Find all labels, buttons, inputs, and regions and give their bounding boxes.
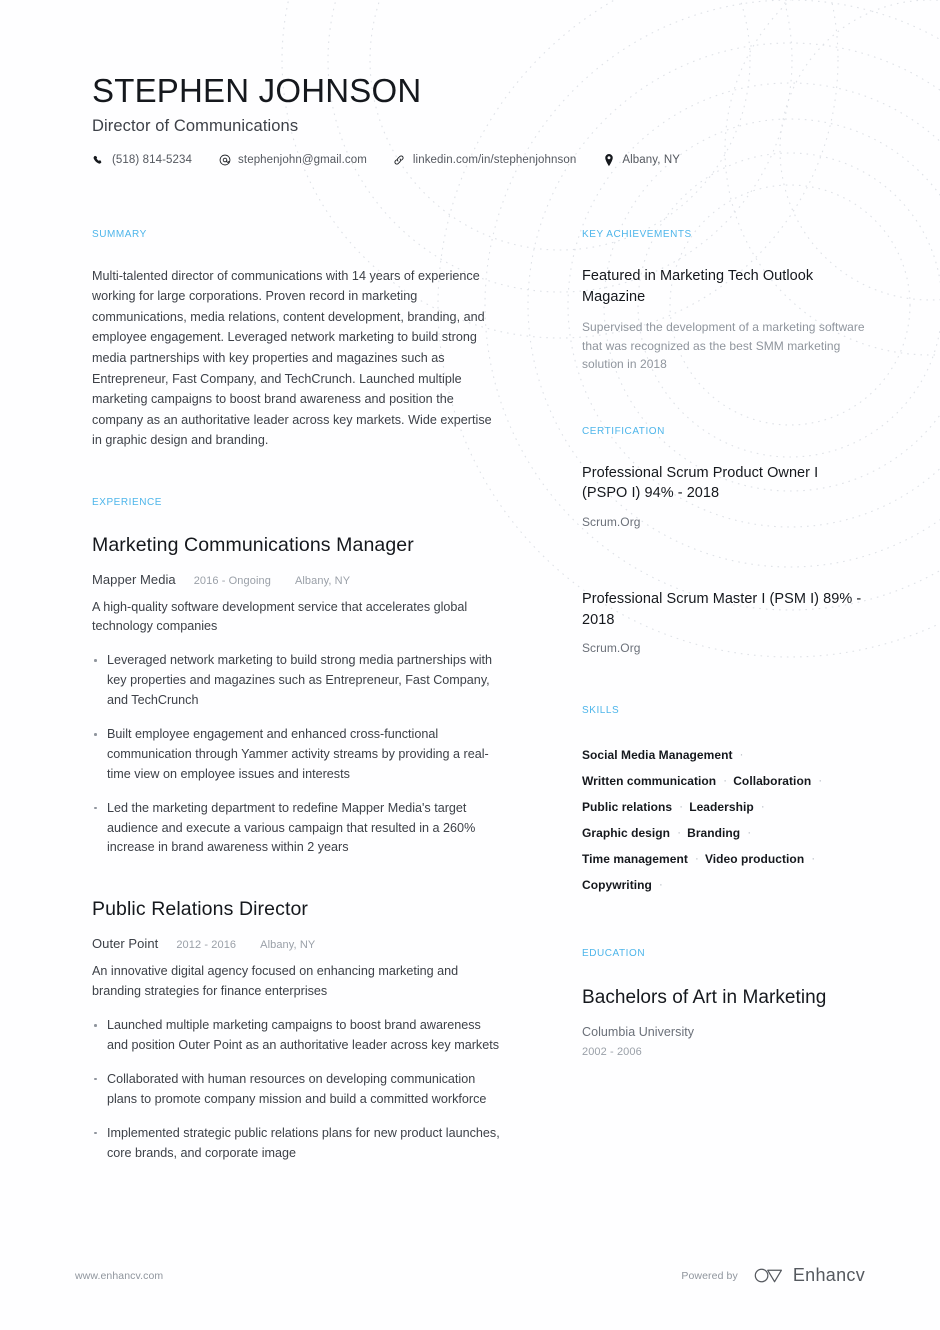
skill-item [705,846,815,872]
contact-email-text: stephenjohn@gmail.com [238,154,367,167]
enhancv-logo-icon [754,1266,784,1285]
job-bullet: Led the marketing department to redefine Mapper Media's target audience and execute a various campaign that resulted in a 260% increase in brand awareness within 2 years [92,799,504,859]
job-meta [92,936,504,951]
skills-list [582,742,865,898]
job-dates: 2016 - Ongoing [193,574,271,587]
skill-label: Time management [582,852,688,867]
contact-linkedin-text: linkedin.com/in/stephenjohnson [412,154,577,167]
skill-separator: · [760,799,765,814]
job-bullet-list [92,651,504,858]
contact-row [92,154,865,167]
section-education [582,948,865,1058]
job-role: Marketing Communications Manager [92,533,414,556]
section-title-summary: SUMMARY [92,228,147,240]
skill-label: Collaboration [733,774,812,789]
section-title-experience: EXPERIENCE [92,496,162,508]
certification-heading: Professional Scrum Product Owner I (PSPO I) 94% - 2018 [582,464,819,502]
left-column [92,229,504,1164]
location-icon [602,154,615,167]
contact-phone[interactable] [92,154,192,167]
job-location: Albany, NY [260,939,316,952]
skill-separator: · [723,773,728,788]
skill-item [689,794,765,820]
enhancv-brand-name: Enhancv [792,1265,865,1285]
skill-label: Leadership [689,800,754,815]
phone-icon [92,154,105,167]
page-footer [75,1265,865,1286]
skill-label: Written communication [582,774,717,789]
skill-item [582,846,699,872]
achievement-description: Supervised the development of a marketing software that was recognized as the best SMM marketing solution in 2018 [582,320,865,372]
achievement-heading: Featured in Marketing Tech Outlook Magazine [582,267,814,305]
skill-separator: · [739,747,744,762]
experience-item [92,898,504,1163]
header-job-title: Director of Communications [92,116,299,135]
skill-label: Social Media Management [582,748,733,763]
job-role: Public Relations Director [92,898,309,921]
skill-item [687,820,751,846]
skill-separator: · [811,851,816,866]
contact-email[interactable] [218,154,367,167]
skill-item [733,768,822,794]
resume-header [92,72,865,167]
contact-location [602,154,680,167]
contact-phone-text: (518) 814-5234 [112,154,193,167]
job-company: Outer Point [92,936,159,952]
education-item [582,985,865,1058]
summary-text: Multi-talented director of communications with 14 years of experience working for large corporations. Proven record in marketing communications, media relations, content development, branding, and employee engagement. Leveraged network marketing to build strong media partnerships with key properties and magazines such as Entrepreneur, Fast Company, and TechCrunch. Launched multiple marketing campaigns to boost brand awareness and position the company as an authoritative leader across key markets. Wide expertise in graphic design and branding. [92,268,492,448]
section-summary [92,229,504,451]
job-bullet-list [92,1016,504,1163]
achievement-item [582,266,865,374]
job-dates: 2012 - 2016 [176,939,237,952]
section-key-achievements [582,229,865,374]
skill-separator: · [818,773,823,788]
skill-separator: · [658,877,663,892]
certification-organization: Scrum.Org [582,641,641,656]
certification-item [582,589,865,655]
section-certification [582,426,865,655]
link-icon [393,154,406,167]
skill-separator: · [679,799,684,814]
skill-item [582,768,727,794]
job-bullet: Collaborated with human resources on developing communication plans to promote company mission and build a committed workforce [92,1070,504,1110]
section-experience [92,497,504,1164]
section-skills [582,705,865,898]
skill-label: Branding [687,826,741,841]
skill-label: Video production [704,852,805,867]
job-bullet: Launched multiple marketing campaigns to boost brand awareness and position Outer Point as an authoritative leader across key markets [92,1016,504,1056]
section-title-skills: SKILLS [582,705,620,717]
skill-label: Graphic design [582,826,671,841]
skill-label: Public relations [582,800,673,815]
resume-body [92,229,865,1164]
page-title: STEPHEN JOHNSON [92,72,422,109]
skill-separator: · [677,825,682,840]
email-icon [218,154,231,167]
experience-item [92,534,504,859]
job-description: An innovative digital agency focused on enhancing marketing and branding strategies for finance enterprises [92,964,459,999]
education-school: Columbia University [582,1024,695,1039]
powered-by-label: Powered by [681,1269,738,1282]
skill-item [582,820,681,846]
section-title-certification: CERTIFICATION [582,425,665,437]
skill-item [582,872,663,898]
job-location: Albany, NY [294,574,351,587]
job-meta [92,572,504,587]
job-bullet: Leveraged network marketing to build strong media partnerships with key properties and magazines such as Entrepreneur, Fast Company, and TechCrunch [92,651,504,711]
certification-heading: Professional Scrum Master I (PSM I) 89% - 2018 [582,591,862,628]
job-bullet: Built employee engagement and enhanced cross-functional communication through Yammer activity streams by providing a real-time view on employee issues and interests [92,725,504,785]
certification-organization: Scrum.Org [582,515,641,530]
skill-item [582,742,744,768]
job-bullet: Implemented strategic public relations plans for new product launches, core brands, and corporate image [92,1124,504,1164]
job-description: A high-quality software development service that accelerates global technology companies [92,599,468,634]
right-column [582,229,865,1058]
skill-label: Copywriting [582,878,652,893]
footer-branding [681,1265,865,1286]
skill-separator: · [694,851,699,866]
certification-item [582,463,865,529]
skill-separator: · [747,825,752,840]
contact-linkedin[interactable] [393,154,576,167]
education-dates: 2002 - 2006 [582,1045,642,1058]
job-company: Mapper Media [92,571,176,587]
education-degree: Bachelors of Art in Marketing [582,987,827,1009]
section-title-key-achievements: KEY ACHIEVEMENTS [582,228,692,240]
contact-location-text: Albany, NY [622,154,681,167]
footer-website-url[interactable]: www.enhancv.com [75,1269,164,1282]
section-title-education: EDUCATION [582,948,646,960]
skill-item [582,794,683,820]
